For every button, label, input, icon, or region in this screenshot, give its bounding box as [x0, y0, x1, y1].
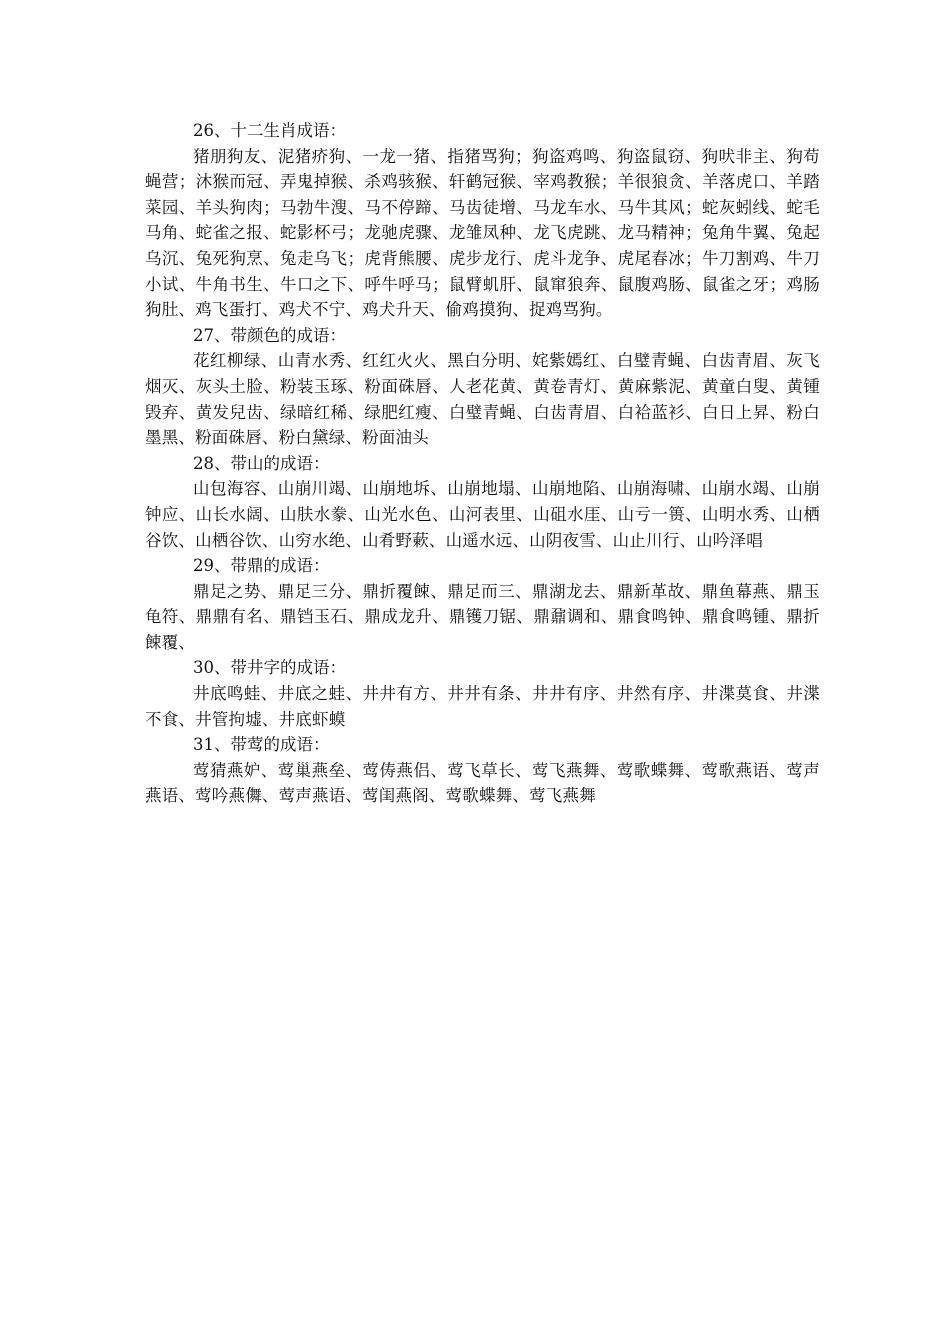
- section-body: 莺猜燕妒、莺巢燕垒、莺俦燕侣、莺飞草长、莺飞燕舞、莺歌蝶舞、莺歌燕语、莺声燕语、莺吟燕儛、莺声燕语、莺闺燕阁、莺歌蝶舞、莺飞燕舞: [145, 760, 820, 806]
- section-heading: 28、带山的成语：: [193, 453, 330, 473]
- document-page: [145, 118, 820, 809]
- section-heading: 26、十二生肖成语：: [193, 121, 346, 140]
- section-body: 鼎足之势、鼎足三分、鼎折覆餗、鼎足而三、鼎湖龙去、鼎新革故、鼎鱼幕燕、鼎玉龟符、鼎鼎有名、鼎铛玉石、鼎成龙升、鼎镬刀锯、鼎鼐调和、鼎食鸣钟、鼎食鸣锺、鼎折餗覆、: [145, 581, 820, 652]
- section-body: 山包海容、山崩川竭、山崩地坼、山崩地塌、山崩地陷、山崩海啸、山崩水竭、山崩钟应、山长水阔、山肤水豢、山光水色、山河表里、山砠水厓、山亏一篑、山明水秀、山栖谷饮、山栖谷饮、山穷水绝、山肴野蔌、山遥水远、山阴夜雪、山止川行、山吟泽唱: [145, 479, 820, 550]
- section-heading: 31、带莺的成语：: [193, 735, 330, 755]
- section-body: 井底鸣蛙、井底之蛙、井井有方、井井有条、井井有序、井然有序、井渫莫食、井渫不食、井管拘墟、井底虾蟆: [145, 684, 820, 729]
- section-28: [145, 451, 820, 553]
- section-body: 花红柳绿、山青水秀、红红火火、黑白分明、姹紫嫣红、白璧青蝇、白齿青眉、灰飞烟灭、灰头土脸、粉装玉琢、粉面硃唇、人老花黄、黄卷青灯、黄麻紫泥、黄童白叟、黄锺毁弃、黄发兒齿、绿暗红稀、绿肥红瘦、白璧青蝇、白齿青眉、白袷蓝衫、白日上昇、粉白墨黑、粉面硃唇、粉白黛绿、粉面油头: [145, 351, 820, 448]
- section-27: [145, 323, 820, 451]
- section-body: 猪朋狗友、泥猪疥狗、一龙一猪、指猪骂狗；狗盗鸡鸣、狗盗鼠窃、狗吠非主、狗苟蝇营；沐猴而冠、弄鬼掉猴、杀鸡骇猴、轩鹤冠猴、宰鸡教猴；羊很狼贪、羊落虎口、羊踏菜园、羊头狗肉；马勃牛溲、马不停蹄、马齿徒增、马龙车水、马牛其风；蛇灰蚓线、蛇毛马角、蛇雀之报、蛇影杯弓；龙驰虎骤、龙雏凤种、龙飞虎跳、龙马精神；兔角牛翼、兔起乌沉、兔死狗烹、兔走乌飞；虎背熊腰、虎步龙行、虎斗龙争、虎尾春冰；牛刀割鸡、牛刀小试、牛角书生、牛口之下、呼牛呼马；鼠臂虮肝、鼠窜狼奔、鼠腹鸡肠、鼠雀之牙；鸡肠狗肚、鸡飞蛋打、鸡犬不宁、鸡犬升天、偷鸡摸狗、捉鸡骂狗。: [145, 146, 820, 320]
- section-heading: 30、带井字的成语：: [193, 658, 346, 678]
- section-29: [145, 553, 820, 655]
- section-heading: 29、带鼎的成语：: [193, 556, 330, 576]
- section-30: [145, 655, 820, 732]
- section-26: [145, 118, 820, 323]
- section-heading: 27、带颜色的成语：: [193, 325, 346, 345]
- section-31: [145, 732, 820, 809]
